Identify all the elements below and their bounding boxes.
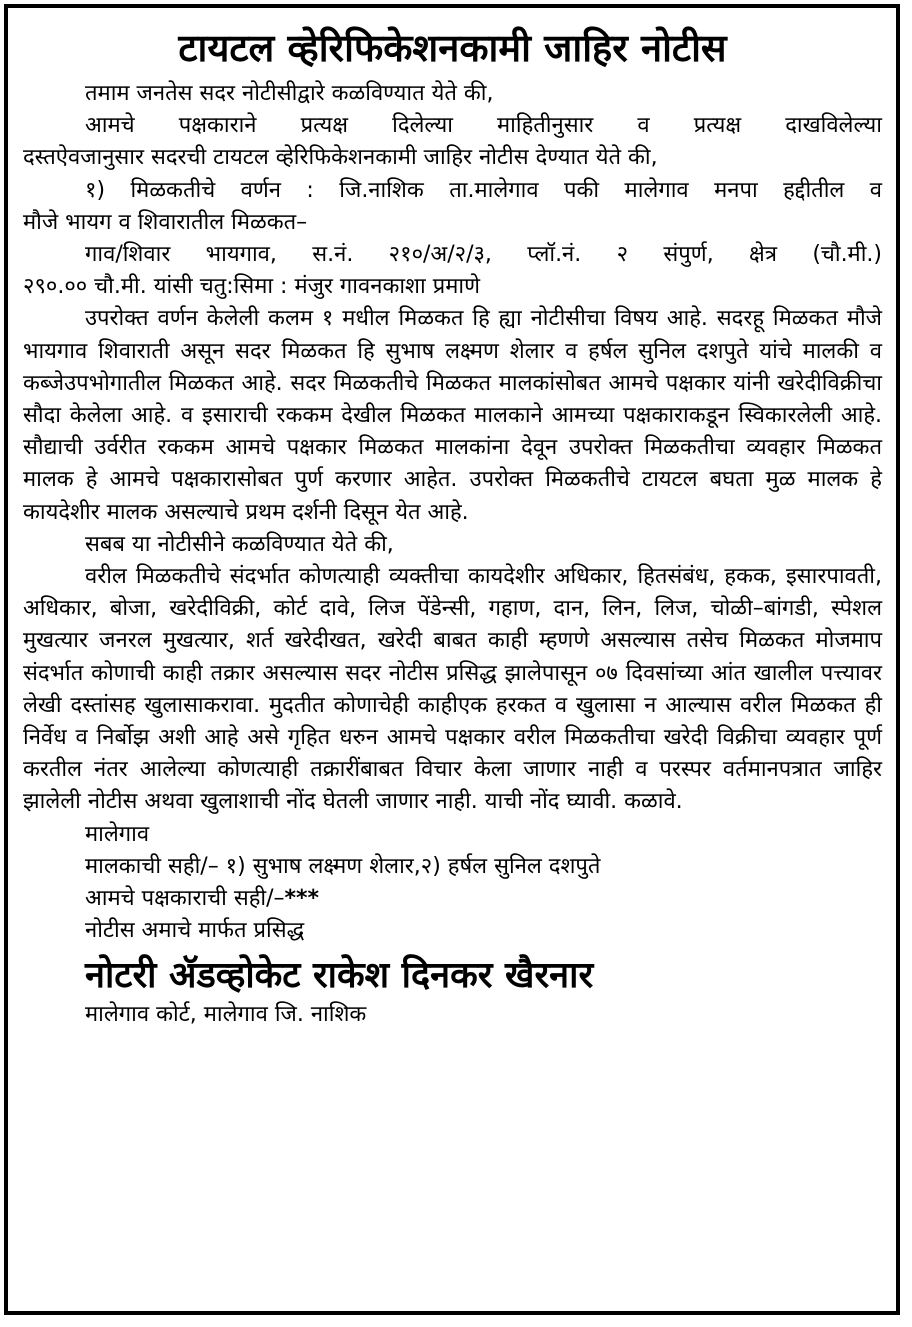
place: मालेगाव <box>85 821 150 847</box>
notice-box <box>4 4 900 1315</box>
property-description-first-line: १) मिळकतीचे वर्णन : जि.नाशिक ता.मालेगाव पकी मालेगाव मनपा हद्दीतील व <box>85 177 882 203</box>
objection-paragraph: वरील मिळकतीचे संदर्भात कोणत्याही व्यक्तीचा कायदेशीर अधिकार, हितसंबंध, हकक, इसारपावती, अधिकार, बोजा, खरेदीविक्री, कोर्ट दावे, लिज पेंडेन्सी, गहाण, दान, लिन, लिज, चोळी–बांगडी, स्पेशल मुखत्यार जनरल मुखत्यार, शर्त खरेदीखत, खरेदी बाबत काही म्हणणे असल्यास तसेच मिळकत मोजमाप संदर्भात कोणाची काही तक्रार असल्यास सदर नोटीस प्रसिद्ध झालेपासून ०७ दिवसांच्या आंत खालील पत्त्यावर लेखी दस्तांसह खुलासाकरावा. मुदतीत कोणाचेही काहीएक हरकत व खुलासा न आल्यास वरील मिळकत ही निर्वेध व निर्बोझ अशी आहे असे गृहित धरुन आमचे पक्षकार वरील मिळकतीचा खरेदी विक्रीचा व्यवहार पूर्ण करतील नंतर आलेल्या कोणत्याही तक्रारींबाबत विचार केला जाणार नाही व परस्पर वर्तमानपत्रात जाहिर झालेली नोटीस अथवा खुलाशाची नोंद घेतली जाणार नाही. याची नोंद घ्यावी. कळावे. <box>23 564 882 815</box>
signature-stars: *** <box>284 886 320 912</box>
property-details-first-line: गाव/शिवार भायगाव, स.नं. २१०/अ/२/३, प्लॉ.नं. २ संपुर्ण, क्षेत्र (चौ.मी.) <box>85 242 882 268</box>
paragraph-2-rest: दस्तऐवजानुसार सदरची टायटल व्हेरिफिकेशनकामी जाहिर नोटीस देण्यात येते की, <box>23 145 658 171</box>
advocate-address: मालेगाव कोर्ट, मालेगाव जि. नाशिक <box>85 1002 367 1028</box>
published-by: नोटीस अमाचे मार्फत प्रसिद्ध <box>85 918 305 944</box>
property-details-rest: २९०.०० चौ.मी. यांसी चतु:सिमा : मंजुर गावनकाशा प्रमाणे <box>23 274 480 300</box>
client-signature: आमचे पक्षकाराची सही/– <box>85 886 285 912</box>
property-description-rest: मौजे भायग व शिवारातील मिळकत– <box>23 209 308 235</box>
notice-title: टायटल व्हेरिफिकेशनकामी जाहिर नोटीस <box>178 26 727 70</box>
advocate-name: नोटरी ॲडव्होकेट राकेश दिनकर खैरनार <box>85 955 594 997</box>
ownership-paragraph: उपरोक्त वर्णन केलेली कलम १ मधील मिळकत हि ह्या नोटीसीचा विषय आहे. सदरहू मिळकत मौजे भायगाव शिवाराती असून सदर मिळकत हि सुभाष लक्ष्मण शेलार व हर्षल सुनिल दशपुते यांचे मालकी व कब्जेउपभोगातील मिळकत आहे. सदर मिळकतीचे मिळकत मालकांसोबत आमचे पक्षकार यांनी खरेदीविक्रीचा सौदा केलेला आहे. व इसाराची रककम देखील मिळकत मालकाने आमच्या पक्षकाराकडून स्विकारलेली आहे. सौद्याची उर्वरीत रककम आमचे पक्षकार मिळकत मालकांना देवून उपरोक्त मिळकतीचा व्यवहार मिळकत मालक हे आमचे पक्षकारासोबत पुर्ण करणार आहेत. उपरोक्त मिळकतीचे टायटल बघता मुळ मालक हे कायदेशीर मालक असल्याचे प्रथम दर्शनी दिसून येत आहे. <box>23 306 882 525</box>
intro-line: तमाम जनतेस सदर नोटीसीद्वारे कळविण्यात येते की, <box>85 81 494 106</box>
client-signature-line <box>23 883 882 915</box>
owner-signature: मालकाची सही/– १) सुभाष लक्ष्मण शेलार,२) हर्षल सुनिल दशपुते <box>85 853 601 879</box>
hence-line: सबब या नोटीसीने कळविण्यात येते की, <box>85 531 394 557</box>
paragraph-2-first-line: आमचे पक्षकाराने प्रत्यक्ष दिलेल्या माहितीनुसार व प्रत्यक्ष दाखविलेल्या <box>85 113 882 139</box>
